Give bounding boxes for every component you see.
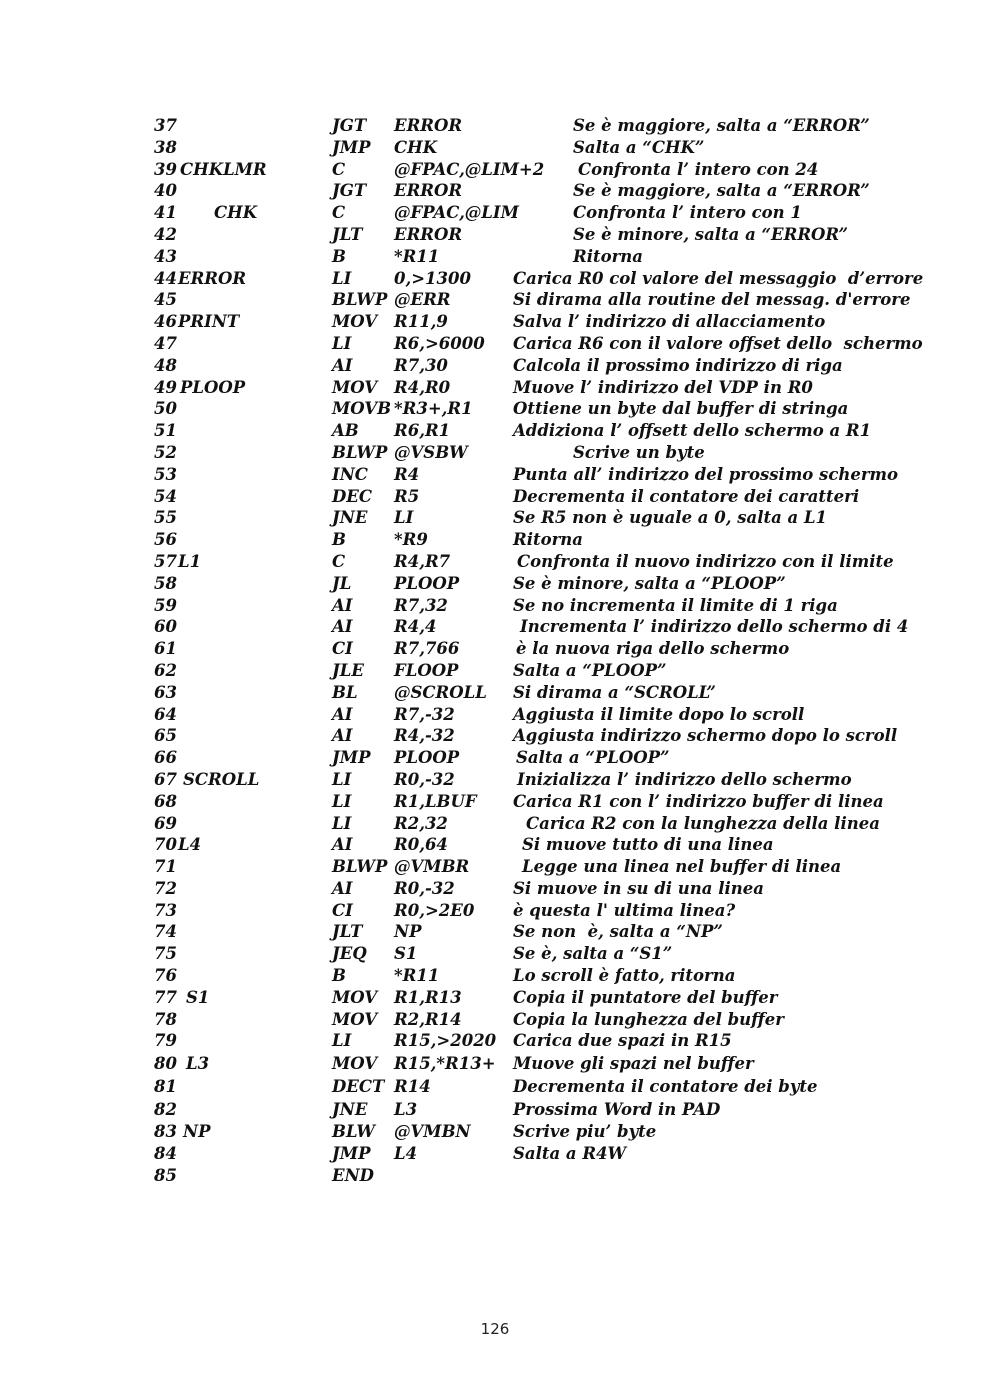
operand: CHK — [394, 137, 438, 157]
code-comment: Se è maggiore, salta a “ERROR” — [573, 116, 870, 135]
operand: R7,766 — [394, 639, 460, 659]
operand: R6,>6000 — [394, 333, 485, 353]
code-comment: Decrementa il contatore dei caratteri — [513, 486, 860, 506]
line-number: 83 — [154, 1122, 177, 1142]
operand: R2,32 — [394, 813, 448, 833]
opcode: MOV — [332, 1009, 378, 1029]
code-line — [0, 616, 990, 638]
line-number: 49 — [154, 377, 177, 397]
code-line — [0, 180, 990, 202]
code-line — [0, 398, 990, 420]
line-number: 56 — [154, 530, 177, 550]
code-line — [0, 529, 990, 551]
code-comment: Aggiusta il limite dopo lo scroll — [513, 704, 805, 724]
opcode: JLT — [332, 224, 363, 244]
code-comment: Se no incrementa il limite di 1 riga — [513, 595, 838, 615]
operand: R7,30 — [394, 355, 448, 375]
operand: ERROR — [394, 224, 463, 244]
code-line — [0, 834, 990, 856]
opcode: JLE — [332, 660, 364, 680]
code-line — [0, 660, 990, 682]
opcode: MOVB — [332, 399, 392, 419]
code-comment: Ritorna — [513, 530, 583, 550]
code-line — [0, 224, 990, 246]
opcode: JNE — [332, 508, 368, 528]
line-number: 46 — [154, 312, 177, 332]
code-line — [0, 1099, 990, 1121]
code-line — [0, 856, 990, 878]
line-number: 41 — [154, 203, 177, 223]
code-label: CHKLMR — [180, 159, 267, 179]
operand: @FPAC,@LIM — [394, 203, 519, 223]
code-line — [0, 202, 990, 224]
opcode: LI — [332, 268, 352, 288]
code-comment: Calcola il prossimo indirizzo di riga — [513, 355, 843, 375]
operand: R1,R13 — [394, 987, 462, 1007]
code-label: NP — [183, 1122, 211, 1142]
line-number: 51 — [154, 421, 177, 441]
line-number: 65 — [154, 726, 177, 746]
opcode: BLWP — [332, 442, 388, 462]
opcode: JNE — [332, 1100, 368, 1120]
code-comment: Addiziona l’ offsett dello schermo a R1 — [513, 421, 872, 441]
code-comment: Legge una linea nel buffer di linea — [522, 857, 842, 877]
line-number: 54 — [154, 486, 177, 506]
code-comment: Se è minore, salta a “ERROR” — [573, 224, 849, 244]
opcode: AI — [332, 726, 353, 746]
code-comment: Se è, salta a “S1” — [513, 944, 673, 964]
operand: NP — [394, 922, 422, 942]
code-line — [0, 115, 990, 137]
line-number: 58 — [154, 573, 177, 593]
code-line — [0, 137, 990, 159]
operand: S1 — [394, 944, 418, 964]
line-number: 84 — [154, 1143, 177, 1163]
opcode: BLWP — [332, 857, 388, 877]
code-line — [0, 704, 990, 726]
line-number: 82 — [154, 1100, 177, 1120]
code-comment: è questa l' ultima linea? — [513, 900, 736, 920]
opcode: LI — [332, 333, 352, 353]
code-line — [0, 747, 990, 769]
code-comment: Decrementa il contatore dei byte — [513, 1076, 818, 1096]
opcode: C — [332, 551, 346, 571]
code-line — [0, 900, 990, 922]
line-number: 66 — [154, 748, 177, 768]
code-comment: Carica R6 con il valore offset dello schermo — [513, 333, 923, 353]
opcode: INC — [332, 464, 368, 484]
operand: R7,-32 — [394, 704, 455, 724]
line-number: 79 — [154, 1031, 177, 1051]
opcode: AI — [332, 617, 353, 637]
code-comment: Carica due spazi in R15 — [513, 1031, 732, 1051]
operand: R2,R14 — [394, 1009, 462, 1029]
operand: @FPAC,@LIM+2 — [394, 159, 545, 179]
line-number: 40 — [154, 181, 177, 201]
code-label: S1 — [186, 987, 210, 1007]
code-line — [0, 791, 990, 813]
operand: @ERR — [394, 290, 451, 310]
code-line — [0, 507, 990, 529]
opcode: JL — [332, 573, 352, 593]
line-number: 77 — [154, 987, 177, 1007]
code-comment: Scrive un byte — [573, 442, 705, 462]
line-number: 70 — [154, 835, 177, 855]
code-comment: Se non è, salta a “NP” — [513, 922, 723, 942]
code-comment: Ritorna — [573, 246, 643, 266]
code-line — [0, 987, 990, 1009]
code-comment: Incrementa l’ indirizzo dello schermo di 4 — [520, 617, 909, 637]
line-number: 64 — [154, 704, 177, 724]
line-number: 73 — [154, 900, 177, 920]
opcode: AB — [332, 421, 359, 441]
operand: PLOOP — [394, 573, 460, 593]
line-number: 50 — [154, 399, 177, 419]
code-comment: è la nuova riga dello schermo — [516, 639, 790, 659]
line-number: 42 — [154, 224, 177, 244]
line-number: 72 — [154, 878, 177, 898]
line-number: 78 — [154, 1009, 177, 1029]
operand: R4,R7 — [394, 551, 451, 571]
code-comment: Copia la lunghezza del buffer — [513, 1009, 784, 1029]
operand: R7,32 — [394, 595, 448, 615]
operand: L4 — [394, 1143, 418, 1163]
operand: R15,>2020 — [394, 1031, 497, 1051]
operand: R6,R1 — [394, 421, 451, 441]
opcode: LI — [332, 1031, 352, 1051]
code-comment: Se è maggiore, salta a “ERROR” — [573, 181, 870, 201]
operand: R0,>2E0 — [394, 900, 475, 920]
line-number: 43 — [154, 246, 177, 266]
code-line — [0, 595, 990, 617]
operand: @VMBN — [394, 1122, 471, 1142]
code-comment: Salta a “CHK” — [573, 137, 705, 157]
opcode: LI — [332, 791, 352, 811]
code-label: ERROR — [178, 268, 247, 288]
code-comment: Punta all’ indirizzo del prossimo schermo — [513, 464, 899, 484]
code-listing — [0, 115, 990, 1186]
code-comment: Ottiene un byte dal buffer di stringa — [513, 399, 849, 419]
code-comment: Confronta l’ intero con 1 — [573, 203, 802, 223]
code-line — [0, 682, 990, 704]
code-comment: Si dirama a “SCROLL” — [513, 682, 716, 702]
line-number: 45 — [154, 290, 177, 310]
code-line — [0, 268, 990, 290]
code-line — [0, 943, 990, 965]
opcode: AI — [332, 878, 353, 898]
line-number: 85 — [154, 1165, 177, 1185]
opcode: BLWP — [332, 290, 388, 310]
line-number: 60 — [154, 617, 177, 637]
operand: R11,9 — [394, 312, 448, 332]
opcode: B — [332, 966, 346, 986]
line-number: 81 — [154, 1076, 177, 1096]
opcode: JGT — [332, 181, 367, 201]
operand: R5 — [394, 486, 420, 506]
opcode: JMP — [332, 1143, 371, 1163]
operand: R14 — [394, 1076, 431, 1096]
line-number: 47 — [154, 333, 177, 353]
page-number: 126 — [480, 1320, 510, 1338]
opcode: C — [332, 159, 346, 179]
opcode: C — [332, 203, 346, 223]
code-comment: Scrive piu’ byte — [513, 1122, 657, 1142]
code-line — [0, 333, 990, 355]
operand: *R11 — [394, 246, 440, 266]
operand: R0,64 — [394, 835, 448, 855]
code-comment: Confronta il nuovo indirizzo con il limite — [517, 551, 894, 571]
code-comment: Prossima Word in PAD — [513, 1100, 721, 1120]
line-number: 80 — [154, 1054, 177, 1074]
opcode: MOV — [332, 312, 378, 332]
code-line — [0, 486, 990, 508]
code-line — [0, 1143, 990, 1165]
code-line — [0, 573, 990, 595]
code-comment: Carica R1 con l’ indirizzo buffer di linea — [513, 791, 884, 811]
opcode: BLW — [332, 1122, 375, 1142]
line-number: 48 — [154, 355, 177, 375]
line-number: 57 — [154, 551, 177, 571]
code-line — [0, 420, 990, 442]
opcode: JGT — [332, 116, 367, 135]
code-line — [0, 638, 990, 660]
code-line — [0, 377, 990, 399]
opcode: AI — [332, 355, 353, 375]
code-comment: Si dirama alla routine del messag. d'errore — [513, 290, 911, 310]
code-comment: Salva l’ indirizzo di allacciamento — [513, 312, 826, 332]
line-number: 53 — [154, 464, 177, 484]
opcode: BL — [332, 682, 358, 702]
operand: R4,R0 — [394, 377, 451, 397]
code-comment: Muove l’ indirizzo del VDP in R0 — [513, 377, 813, 397]
code-label: L3 — [186, 1054, 210, 1074]
code-line — [0, 725, 990, 747]
operand: *R11 — [394, 966, 440, 986]
code-line — [0, 159, 990, 181]
opcode: LI — [332, 813, 352, 833]
code-comment: Muove gli spazi nel buffer — [513, 1054, 754, 1074]
code-label: PLOOP — [180, 377, 246, 397]
code-comment: Carica R0 col valore del messaggio d’errore — [513, 268, 924, 288]
line-number: 55 — [154, 508, 177, 528]
line-number: 59 — [154, 595, 177, 615]
opcode: MOV — [332, 1054, 378, 1074]
opcode: JLT — [332, 922, 363, 942]
operand: R15,*R13+ — [394, 1054, 496, 1074]
operand: R1,LBUF — [394, 791, 477, 811]
line-number: 74 — [154, 922, 177, 942]
operand: FLOOP — [394, 660, 459, 680]
opcode: CI — [332, 900, 353, 920]
code-line — [0, 1009, 990, 1031]
line-number: 71 — [154, 857, 177, 877]
operand: R4,-32 — [394, 726, 455, 746]
operand: R0,-32 — [394, 878, 455, 898]
code-line — [0, 965, 990, 987]
line-number: 67 — [154, 769, 177, 789]
operand: @SCROLL — [394, 682, 487, 702]
opcode: LI — [332, 769, 352, 789]
code-line — [0, 1030, 990, 1052]
line-number: 76 — [154, 966, 177, 986]
line-number: 39 — [154, 159, 177, 179]
operand: @VMBR — [394, 857, 470, 877]
opcode: AI — [332, 704, 353, 724]
code-line — [0, 1121, 990, 1143]
line-number: 44 — [154, 268, 177, 288]
operand: *R3+,R1 — [394, 399, 473, 419]
code-line — [0, 878, 990, 900]
code-line — [0, 289, 990, 311]
code-line — [0, 442, 990, 464]
operand: PLOOP — [394, 748, 460, 768]
opcode: B — [332, 530, 346, 550]
code-label: L4 — [178, 835, 202, 855]
line-number: 61 — [154, 639, 177, 659]
opcode: MOV — [332, 987, 378, 1007]
opcode: DEC — [332, 486, 373, 506]
code-comment: Se è minore, salta a “PLOOP” — [513, 573, 786, 593]
code-line — [0, 464, 990, 486]
line-number: 68 — [154, 791, 177, 811]
code-line — [0, 1052, 990, 1076]
code-line — [0, 311, 990, 333]
opcode: JEQ — [332, 944, 367, 964]
operand: R0,-32 — [394, 769, 455, 789]
opcode: B — [332, 246, 346, 266]
operand: LI — [394, 508, 414, 528]
opcode: AI — [332, 835, 353, 855]
line-number: 63 — [154, 682, 177, 702]
opcode: JMP — [332, 748, 371, 768]
line-number: 69 — [154, 813, 177, 833]
code-line — [0, 246, 990, 268]
opcode: DECT — [332, 1076, 385, 1096]
code-comment: Lo scroll è fatto, ritorna — [513, 966, 736, 986]
code-comment: Copia il puntatore del buffer — [513, 987, 778, 1007]
operand: R4,4 — [394, 617, 437, 637]
code-label: SCROLL — [183, 769, 260, 789]
opcode: CI — [332, 639, 353, 659]
operand: *R9 — [394, 530, 428, 550]
code-line — [0, 1165, 990, 1187]
operand: ERROR — [394, 181, 463, 201]
code-line — [0, 769, 990, 791]
opcode: AI — [332, 595, 353, 615]
line-number: 52 — [154, 442, 177, 462]
code-label: CHK — [214, 203, 258, 223]
line-number: 37 — [154, 116, 177, 135]
code-comment: Si muove tutto di una linea — [522, 835, 774, 855]
code-line — [0, 1076, 990, 1100]
line-number: 75 — [154, 944, 177, 964]
code-comment: Aggiusta indirizzo schermo dopo lo scroll — [513, 726, 898, 746]
code-comment: Carica R2 con la lunghezza della linea — [526, 813, 880, 833]
code-comment: Se R5 non è uguale a 0, salta a L1 — [513, 508, 828, 528]
operand: 0,>1300 — [394, 268, 471, 288]
operand: L3 — [394, 1100, 418, 1120]
code-comment: Si muove in su di una linea — [513, 878, 764, 898]
operand: @VSBW — [394, 442, 468, 462]
code-line — [0, 921, 990, 943]
operand: ERROR — [394, 116, 463, 135]
code-comment: Inizializza l’ indirizzo dello schermo — [517, 769, 852, 789]
opcode: END — [332, 1165, 374, 1185]
code-line — [0, 355, 990, 377]
operand: R4 — [394, 464, 420, 484]
code-line — [0, 813, 990, 835]
code-label: L1 — [178, 551, 202, 571]
code-line — [0, 551, 990, 573]
code-comment: Salta a R4W — [513, 1143, 627, 1163]
code-label: PRINT — [178, 312, 240, 332]
line-number: 38 — [154, 137, 177, 157]
code-comment: Confronta l’ intero con 24 — [578, 159, 819, 179]
opcode: JMP — [332, 137, 371, 157]
opcode: MOV — [332, 377, 378, 397]
code-comment: Salta a “PLOOP” — [516, 748, 670, 768]
line-number: 62 — [154, 660, 177, 680]
code-comment: Salta a “PLOOP” — [513, 660, 667, 680]
